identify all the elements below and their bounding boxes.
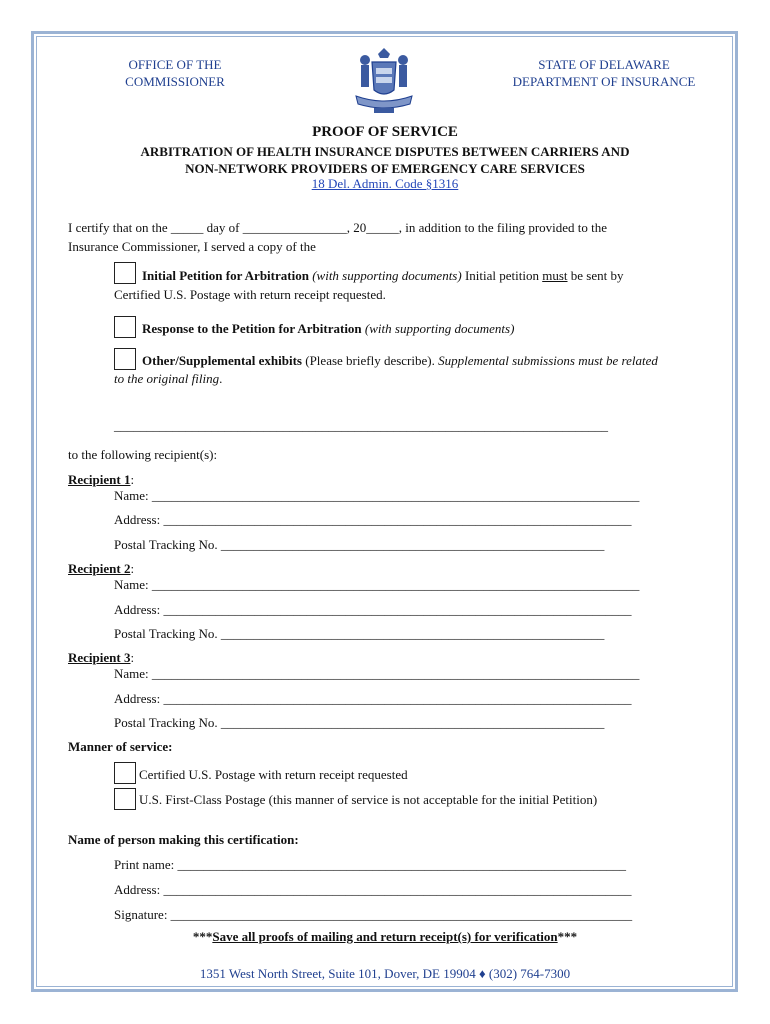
recipient-3-address-field[interactable]: Address: ________________________________________________________________________ [114, 691, 632, 706]
notice-stars-end: *** [557, 929, 578, 944]
initial-petition-line-2: Certified U.S. Postage with return receipt requested. [114, 287, 386, 302]
certify-line-1: I certify that on the _____ day of ________________, 20_____, in addition to the filing provided to the [68, 220, 608, 235]
other-exhibits-line-2: to the original filing. [114, 371, 223, 386]
initial-petition-checkbox[interactable] [114, 262, 136, 284]
initial-petition-label [142, 266, 623, 285]
other-exhibits-note-end: to the original filing [114, 371, 220, 386]
recipient-2-heading: Recipient 2: [68, 561, 135, 576]
office-header [100, 56, 250, 90]
response-petition-note: (with supporting documents) [364, 321, 515, 336]
recipient-3-name-field[interactable]: Name: ___________________________________________________________________________ [114, 666, 640, 681]
other-exhibits-label [142, 351, 658, 370]
recipient-1-tracking-field[interactable]: Postal Tracking No. ___________________________________________________________ [114, 537, 605, 552]
recipient-1-label: Recipient 1 [68, 472, 131, 487]
recipient-2-tracking-field[interactable]: Postal Tracking No. ___________________________________________________________ [114, 626, 605, 641]
department-line: DEPARTMENT OF INSURANCE [512, 74, 696, 89]
delaware-seal-icon [352, 46, 416, 116]
code-reference-link[interactable]: 18 Del. Admin. Code §1316 [311, 176, 459, 191]
other-exhibits-title: Other/Supplemental exhibits [142, 353, 302, 368]
recipient-2-address-field[interactable]: Address: ________________________________________________________________________ [114, 602, 632, 617]
department-header [495, 56, 713, 90]
response-petition-title: Response to the Petition for Arbitration [142, 321, 362, 336]
subtitle-line-1: ARBITRATION OF HEALTH INSURANCE DISPUTES BETWEEN CARRIERS AND [140, 144, 630, 159]
other-exhibits-instruction: (Please briefly describe). [305, 353, 435, 368]
print-name-field[interactable]: Print name: _____________________________________________________________________ [114, 857, 627, 872]
recipient-3-tracking-field[interactable]: Postal Tracking No. ___________________________________________________________ [114, 715, 605, 730]
page-subtitle [60, 143, 710, 177]
certified-postage-label: Certified U.S. Postage with return receipt requested [139, 767, 408, 782]
certifier-address-field[interactable]: Address: ________________________________________________________________________ [114, 882, 632, 897]
recipient-2-label: Recipient 2 [68, 561, 131, 576]
signature-field[interactable]: Signature: _______________________________________________________________________ [114, 907, 633, 922]
subtitle-line-2: NON-NETWORK PROVIDERS OF EMERGENCY CARE SERVICES [185, 161, 585, 176]
footer-address: 1351 West North Street, Suite 101, Dover, DE 19904 ♦ (302) 764-7300 [199, 966, 571, 981]
office-line-1: OFFICE OF THE [128, 57, 222, 72]
recipient-1-name-field[interactable]: Name: ___________________________________________________________________________ [114, 488, 640, 503]
recipient-1-address-field[interactable]: Address: ________________________________________________________________________ [114, 512, 632, 527]
certify-line-2: Insurance Commissioner, I served a copy of the [68, 239, 316, 254]
initial-petition-text: Initial petition [464, 268, 539, 283]
manner-heading: Manner of service: [68, 739, 173, 754]
page-title: PROOF OF SERVICE [312, 124, 458, 140]
recipient-1-heading: Recipient 1: [68, 472, 135, 487]
other-exhibits-note: Supplemental submissions must be related [438, 353, 658, 368]
recipient-3-label: Recipient 3 [68, 650, 131, 665]
first-class-postage-label: U.S. First-Class Postage (this manner of service is not acceptable for the initial Petition) [139, 792, 598, 807]
description-field[interactable]: ____________________________________________________________________________ [114, 418, 608, 433]
first-class-postage-checkbox[interactable] [114, 788, 136, 810]
state-line: STATE OF DELAWARE [538, 57, 670, 72]
certified-postage-checkbox[interactable] [114, 762, 136, 784]
certifier-heading: Name of person making this certification: [68, 832, 299, 847]
notice-text: Save all proofs of mailing and return receipt(s) for verification [212, 929, 558, 944]
notice-stars-start: *** [192, 929, 213, 944]
response-petition-checkbox[interactable] [114, 316, 136, 338]
office-line-2: COMMISSIONER [125, 74, 225, 89]
initial-petition-must: must [542, 268, 568, 283]
initial-petition-title: Initial Petition for Arbitration [142, 268, 309, 283]
save-proofs-notice [60, 929, 710, 945]
initial-petition-text-end: be sent by [570, 268, 624, 283]
recipient-2-name-field[interactable]: Name: ___________________________________________________________________________ [114, 577, 640, 592]
initial-petition-note: (with supporting documents) [312, 268, 462, 283]
recipient-3-heading: Recipient 3: [68, 650, 135, 665]
other-exhibits-checkbox[interactable] [114, 348, 136, 370]
response-petition-label [142, 319, 514, 338]
recipients-intro: to the following recipient(s): [68, 447, 218, 462]
